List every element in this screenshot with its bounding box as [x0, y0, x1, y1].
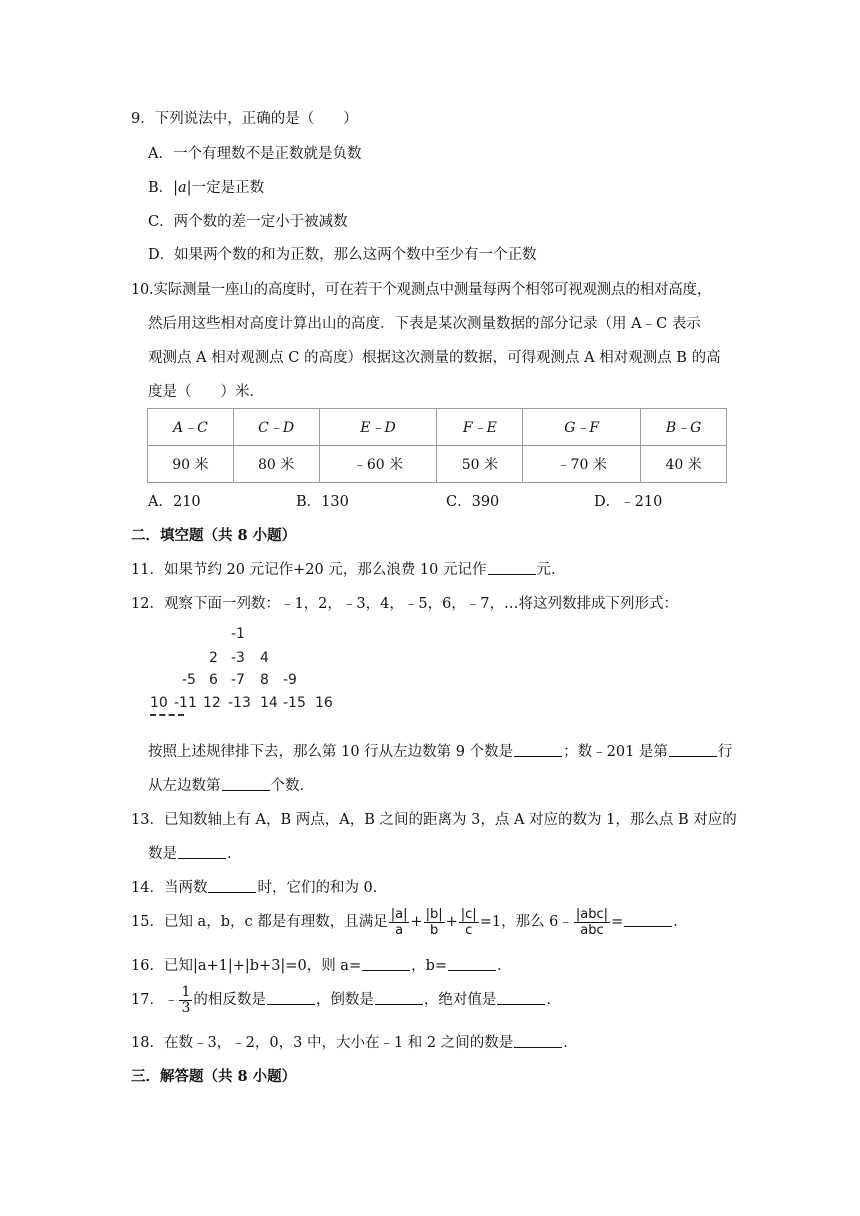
table-value-cell: 90 米 — [148, 446, 234, 483]
q9-stem: 9．下列说法中，正确的是（ ） — [131, 111, 358, 127]
q17-reciprocal-label: ，倒数是 — [315, 992, 374, 1008]
q17-abs-label: ，绝对值是 — [423, 992, 497, 1008]
q17-suffix: ． — [546, 992, 561, 1008]
pyramid-number: 6 — [209, 672, 218, 688]
plus-sign: + — [410, 914, 423, 930]
q9-option-b-text: 一定是正数 — [191, 180, 265, 196]
pyramid-number: -5 — [182, 672, 196, 688]
q10-line3: 观测点 A 相对观测点 C 的高度）根据这次测量的数据，可得观测点 A 相对观测点 B 的高 — [148, 350, 721, 366]
fraction-abs-b — [424, 907, 445, 938]
answer-blank — [497, 990, 545, 1005]
table-header-cell: G﹣F — [523, 409, 641, 446]
pyramid-number: -11 — [174, 695, 197, 711]
q17 — [131, 983, 561, 1017]
q12-line1: 12．观察下面一列数：﹣1，2，﹣3，4，﹣5，6，﹣7，…将这列数排成下列形式： — [131, 596, 679, 612]
pyramid-number: 4 — [260, 650, 269, 666]
pyramid-number: -13 — [228, 695, 251, 711]
answer-blank — [488, 560, 536, 575]
fraction-numerator: |b| — [425, 906, 443, 922]
fraction-abs-abc — [574, 907, 610, 938]
table-value-cell: 50 米 — [437, 446, 523, 483]
fraction-numerator: |abc| — [575, 906, 609, 922]
q12-line3 — [148, 775, 314, 797]
q11-suffix: 元． — [536, 562, 566, 578]
plus-sign: + — [445, 914, 458, 930]
q11-text: 11．如果节约 20 元记作+20 元，那么浪费 10 元记作 — [131, 562, 487, 578]
fraction-abs-c — [459, 907, 479, 938]
table-value-cell: 80 米 — [233, 446, 319, 483]
q18-text: 18．在数﹣3，﹣2，0，3 中，大小在﹣1 和 2 之间的数是 — [131, 1035, 514, 1051]
answer-blank — [669, 742, 717, 757]
q12-line2-text: 按照上述规律排下去，那么第 10 行从左边数第 9 个数是 — [148, 744, 514, 760]
answer-blank — [222, 776, 270, 791]
fraction-denominator: 3 — [181, 999, 191, 1016]
q9-option-b-prefix: B． — [148, 180, 174, 196]
q13-line2-suffix: ． — [227, 846, 242, 862]
fraction-numerator: |a| — [390, 906, 408, 922]
q15-text: 15．已知 a，b，c 都是有理数，且满足 — [131, 914, 388, 930]
pyramid-number: 2 — [209, 650, 218, 666]
table-value-cell: ﹣60 米 — [319, 446, 437, 483]
pyramid-number: -1 — [231, 626, 245, 642]
q10-line2: 然后用这些相对高度计算出山的高度．下表是某次测量数据的部分记录（用 A﹣C 表示 — [148, 316, 701, 332]
q15 — [131, 905, 688, 939]
q13-line1: 13．已知数轴上有 A，B 两点，A，B 之间的距离为 3，点 A 对应的数为 1，那么点 B 对应的 — [131, 812, 737, 828]
fraction-numerator: |c| — [460, 906, 477, 922]
answer-blank — [514, 742, 562, 757]
fraction-denominator: c — [465, 922, 473, 938]
answer-blank — [178, 844, 226, 859]
q14-text: 14．当两数 — [131, 880, 208, 896]
answer-blank — [624, 912, 672, 927]
q16 — [131, 955, 512, 977]
q10-option-d: D．﹣210 — [594, 494, 663, 510]
q18 — [131, 1032, 578, 1054]
q10-option-a: A．210 — [148, 494, 201, 510]
fraction-numerator: 1 — [181, 983, 191, 1000]
pyramid-number: -9 — [283, 672, 297, 688]
q12-line2 — [148, 741, 732, 763]
table-header-cell: E﹣D — [319, 409, 437, 446]
q11 — [131, 559, 566, 581]
q14-suffix: 时，它们的和为 0． — [257, 880, 388, 896]
table-value-cell: 40 米 — [641, 446, 727, 483]
q17-text: 17．﹣ — [131, 992, 179, 1008]
q16-suffix: ． — [497, 958, 512, 974]
q13-line2-text: 数是 — [148, 846, 177, 862]
equals-sign: = — [611, 914, 624, 930]
q9-option-b — [148, 177, 264, 199]
fraction-denominator: a — [395, 922, 404, 938]
q10-line4: 度是（ ）米． — [148, 384, 264, 400]
q14 — [131, 877, 387, 899]
fraction-abs-a — [389, 907, 410, 938]
answer-blank — [514, 1033, 562, 1048]
pyramid-number: -3 — [231, 650, 245, 666]
q16-text: 16．已知|a+1|+|b+3|=0，则 a= — [131, 958, 362, 974]
q9-option-a: A．一个有理数不是正数就是负数 — [148, 146, 362, 162]
pyramid-number: 12 — [203, 695, 221, 711]
q12-line3-suffix: 个数． — [270, 778, 314, 794]
table-header-cell: F﹣E — [437, 409, 523, 446]
pyramid-number: -7 — [231, 672, 245, 688]
answer-blank — [267, 990, 315, 1005]
answer-blank — [362, 956, 410, 971]
table-value-row — [148, 446, 727, 483]
q9-option-d: D．如果两个数的和为正数，那么这两个数中至少有一个正数 — [148, 247, 537, 263]
q9-option-b-abs: |a| — [173, 180, 192, 196]
q15-mid-text: =1，那么 6﹣ — [479, 914, 573, 930]
section-fill-in-title: 二．填空题（共 8 小题） — [131, 527, 297, 544]
q17-opposite-label: 的相反数是 — [193, 992, 266, 1008]
pyramid-number: 14 — [260, 695, 278, 711]
pyramid-number: -15 — [283, 695, 306, 711]
table-header-row — [148, 409, 727, 446]
number-pyramid-image — [146, 626, 336, 722]
q15-suffix: ． — [673, 914, 688, 930]
measurement-table — [147, 408, 727, 483]
q10-option-b: B．130 — [296, 494, 349, 510]
q12-line3-text: 从左边数第 — [148, 778, 221, 794]
pyramid-number: 16 — [315, 695, 333, 711]
q9-option-c: C．两个数的差一定小于被减数 — [148, 214, 348, 230]
q10-line1: 10.实际测量一座山的高度时，可在若干个观测点中测量每两个相邻可视观测点的相对高度， — [131, 282, 712, 298]
answer-blank — [448, 956, 496, 971]
answer-blank — [375, 990, 423, 1005]
table-value-cell: ﹣70 米 — [523, 446, 641, 483]
fraction-denominator: b — [429, 922, 439, 938]
fraction-denominator: abc — [580, 922, 604, 938]
q12-line2-suffix: 行 — [717, 744, 733, 760]
table-header-cell: A﹣C — [148, 409, 234, 446]
table-header-cell: C﹣D — [233, 409, 319, 446]
q13-line2 — [148, 843, 242, 865]
pyramid-number: 10 — [150, 695, 168, 711]
q18-suffix: ． — [563, 1035, 578, 1051]
pyramid-continuation-dots — [150, 714, 184, 716]
pyramid-number: 8 — [260, 672, 269, 688]
q16-mid: ，b= — [411, 958, 448, 974]
section-solve-title: 三．解答题（共 8 小题） — [131, 1068, 297, 1085]
fraction-one-third — [179, 985, 192, 1016]
q10-option-c: C．390 — [446, 494, 500, 510]
table-header-cell: B﹣G — [641, 409, 727, 446]
q12-line2-mid: ；数﹣201 是第 — [563, 744, 668, 760]
answer-blank — [208, 878, 256, 893]
